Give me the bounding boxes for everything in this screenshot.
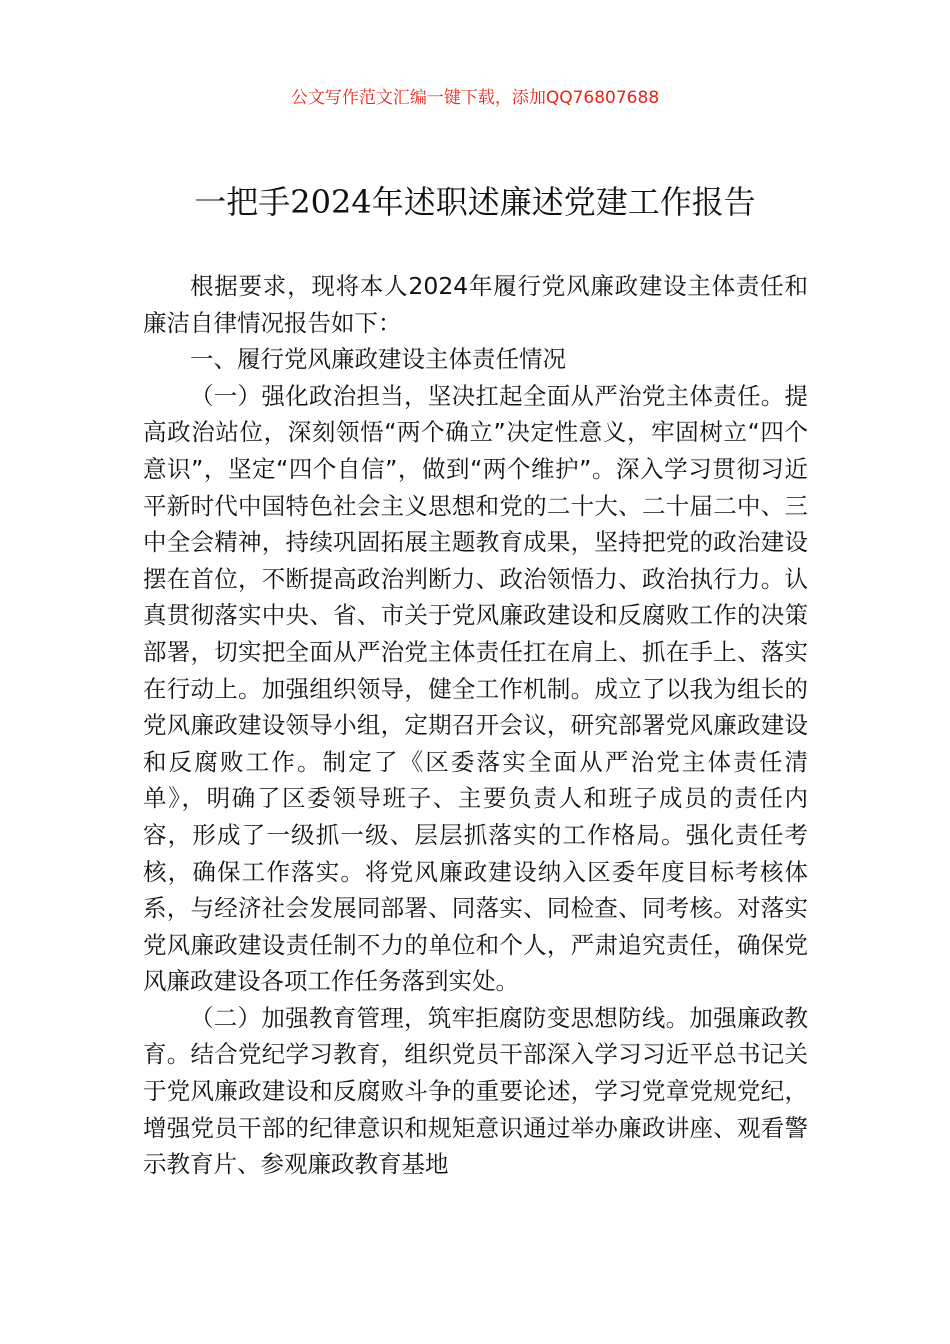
body-paragraph: （一）强化政治担当，坚决扛起全面从严治党主体责任。提高政治站位，深刻领悟“两个确立”决定性意义，牢固树立“四个意识”，坚定“四个自信”，做到“两个维护”。深入学习贯彻习近平新时代中国特色社会主义思想和党的二十大、二十届二中、三中全会精神，持续巩固拓展主题教育成果，坚持把党的政治建设摆在首位，不断提高政治判断力、政治领悟力、政治执行力。认真贯彻落实中央、省、市关于党风廉政建设和反腐败工作的决策部署，切实把全面从严治党主体责任扛在肩上、抓在手上、落实在行动上。加强组织领导，健全工作机制。成立了以我为组长的党风廉政建设领导小组，定期召开会议，研究部署党风廉政建设和反腐败工作。制定了《区委落实全面从严治党主体责任清单》，明确了区委领导班子、主要负责人和班子成员的责任内容，形成了一级抓一级、层层抓落实的工作格局。强化责任考核，确保工作落实。将党风廉政建设纳入区委年度目标考核体系，与经济社会发展同部署、同落实、同检查、同考核。对落实党风廉政建设责任制不力的单位和个人，严肃追究责任，确保党风廉政建设各项工作任务落到实处。 bbox=[143, 381, 808, 996]
body-paragraph: （二）加强教育管理，筑牢拒腐防变思想防线。加强廉政教育。结合党纪学习教育，组织党员干部深入学习习近平总书记关于党风廉政建设和反腐败斗争的重要论述，学习党章党规党纪，增强党员干部的纪律意识和规矩意识通过举办廉政讲座、观看警示教育片、参观廉政教育基地 bbox=[143, 1003, 808, 1179]
page-title: 一把手2024年述职述廉述党建工作报告 bbox=[194, 183, 756, 221]
document-body bbox=[143, 268, 808, 1183]
intro-paragraph: 根据要求，现将本人2024年履行党风廉政建设主体责任和廉洁自律情况报告如下： bbox=[143, 272, 808, 337]
section-heading: 一、履行党风廉政建设主体责任情况 bbox=[190, 345, 566, 374]
download-banner[interactable]: 公文写作范文汇编一键下载，添加QQ76807688 bbox=[290, 88, 660, 108]
